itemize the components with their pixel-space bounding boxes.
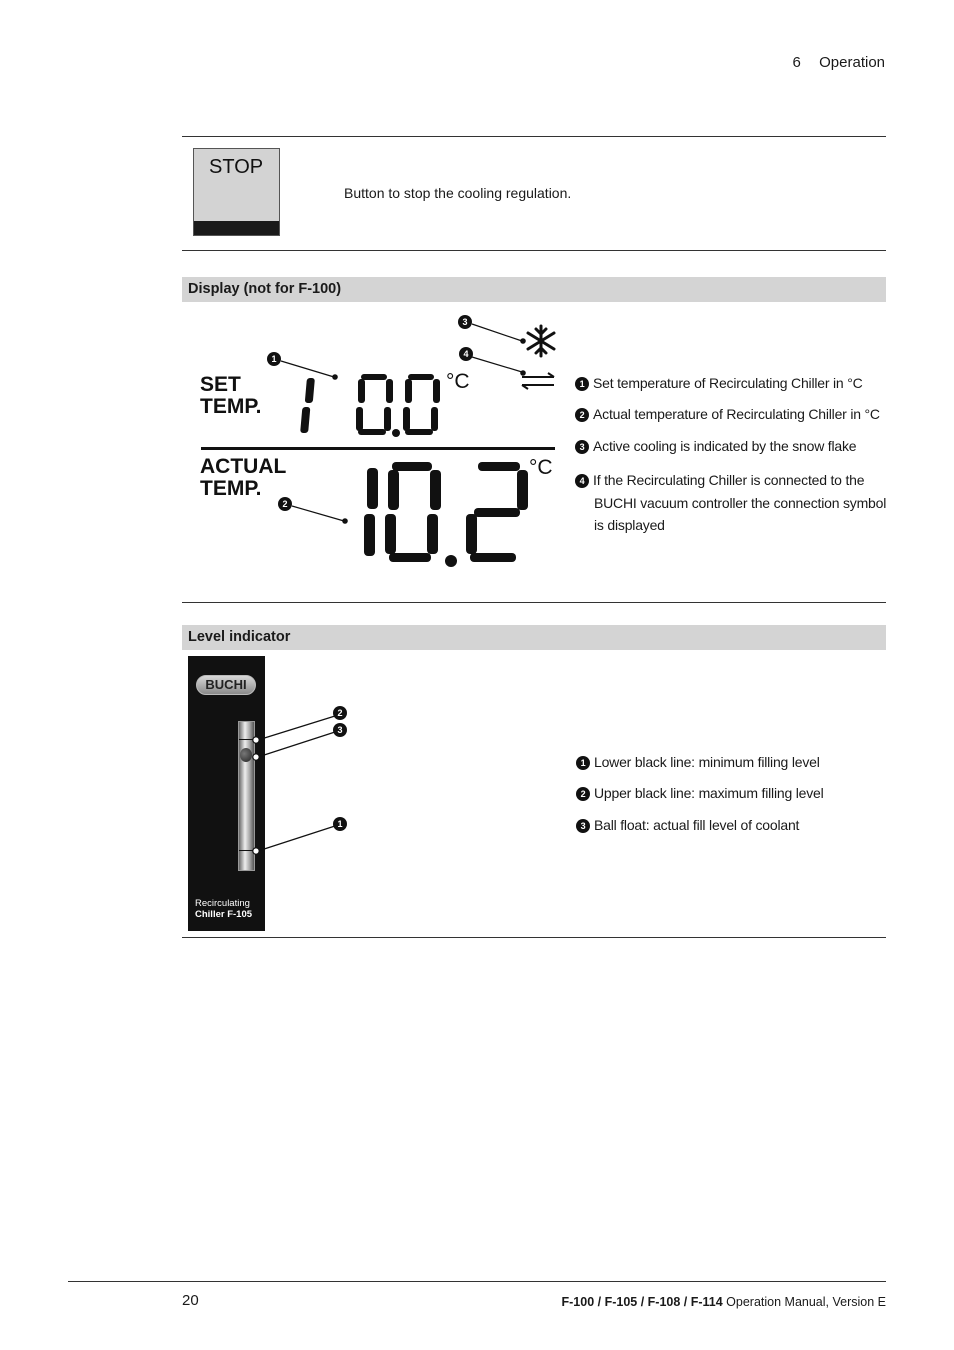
level-legend-item-2: 2 Upper black line: maximum filling level <box>576 785 824 801</box>
display-legend-item-4: 4 If the Recirculating Chiller is connected to the BUCHI vacuum controller the connection symbol is displayed <box>575 469 886 537</box>
buchi-logo: BUCHI <box>196 675 256 695</box>
display-legend-item-3: 3 Active cooling is indicated by the snow flake <box>575 438 856 454</box>
lcd-separator-line <box>201 447 555 450</box>
level-callout-3: 3 <box>333 723 347 737</box>
display-callout-3: 3 <box>458 315 472 329</box>
footer-manual: Operation Manual, Version E <box>726 1295 886 1309</box>
display-legend-item-1: 1 Set temperature of Recirculating Chiller in °C <box>575 375 863 391</box>
footer-title <box>562 1295 887 1309</box>
rule-after-level <box>182 937 886 938</box>
actual-temp-label: ACTUAL TEMP. <box>200 455 287 500</box>
rule-after-stop <box>182 250 886 251</box>
stop-description: Button to stop the cooling regulation. <box>344 185 572 201</box>
snowflake-icon <box>528 326 554 356</box>
set-unit: °C <box>446 370 470 393</box>
page-number: 20 <box>182 1292 199 1309</box>
display-legend-item-2: 2 Actual temperature of Recirculating Chiller in °C <box>575 406 880 422</box>
stop-button-bar <box>194 221 279 235</box>
lcd-display-graphic <box>190 308 570 578</box>
level-section-heading: Level indicator <box>182 625 886 650</box>
stop-button <box>193 148 280 236</box>
device-label: Recirculating Chiller F-105 <box>195 898 253 920</box>
rule-after-display <box>182 602 886 603</box>
actual-value-digits <box>364 462 528 567</box>
display-callout-4: 4 <box>459 347 473 361</box>
stop-button-label: STOP <box>209 156 264 178</box>
actual-unit: °C <box>529 456 553 479</box>
footer-rule <box>68 1281 886 1282</box>
level-callout-2: 2 <box>333 706 347 720</box>
display-section-heading: Display (not for F-100) <box>182 277 886 302</box>
running-header <box>792 54 885 71</box>
display-callout-2: 2 <box>278 497 292 511</box>
connection-icon <box>522 373 554 389</box>
level-callout-1: 1 <box>333 817 347 831</box>
level-legend-item-1: 1 Lower black line: minimum filling level <box>576 754 820 770</box>
level-legend-item-3: 3 Ball float: actual fill level of coolant <box>576 817 799 833</box>
footer-models: F-100 / F-105 / F-108 / F-114 <box>561 1295 723 1309</box>
set-temp-label: SET TEMP. <box>200 373 262 418</box>
chapter-number: 6 <box>792 54 801 71</box>
set-value-digits <box>300 374 440 437</box>
display-callout-1: 1 <box>267 352 281 366</box>
chapter-title: Operation <box>819 54 885 71</box>
rule-top <box>182 136 886 137</box>
